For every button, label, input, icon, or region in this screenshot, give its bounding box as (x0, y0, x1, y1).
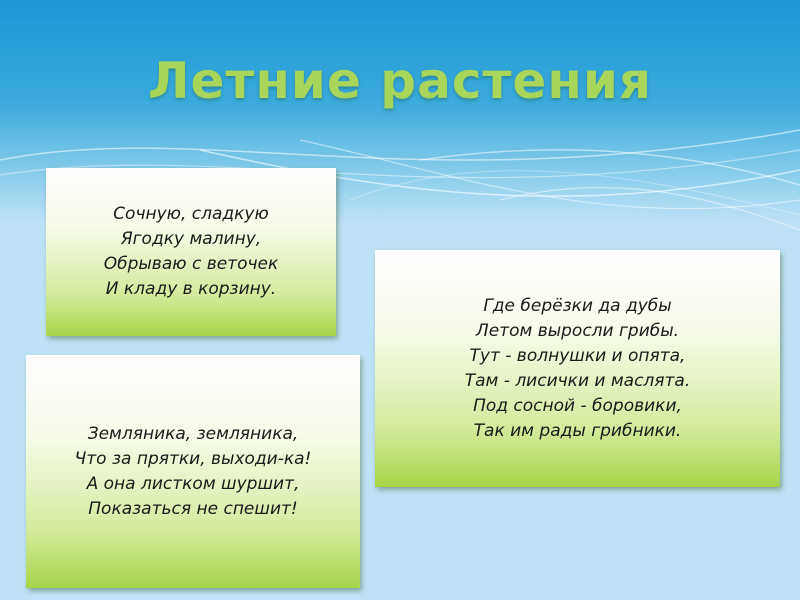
poem-line: А она листком шуршит, (86, 473, 300, 494)
slide-title: Летние растения (147, 52, 653, 110)
poem-line: Сочную, сладкую (113, 204, 269, 224)
poem-line: И кладу в корзину. (105, 279, 277, 299)
poem-line: Показаться не спешит! (88, 498, 298, 519)
poem-line: Под сосной - боровики, (473, 395, 682, 416)
poem-box-mushrooms (375, 250, 780, 487)
poem-line: Ягодку малину, (120, 229, 262, 249)
poem-line: Земляника, земляника, (87, 423, 299, 444)
poem-line: Обрываю с веточек (103, 254, 279, 274)
poem-line: Там - лисички и маслята. (464, 370, 691, 391)
poem-box-raspberry (46, 168, 336, 336)
poem-line: Так им рады грибники. (473, 420, 682, 441)
poem-line: Летом выросли грибы. (475, 320, 680, 341)
poem-box-strawberry (26, 355, 360, 588)
poem-line: Где берёзки да дубы (483, 295, 672, 316)
poem-line: Что за прятки, выходи-ка! (74, 448, 312, 469)
poem-line: Тут - волнушки и опята, (469, 345, 686, 366)
